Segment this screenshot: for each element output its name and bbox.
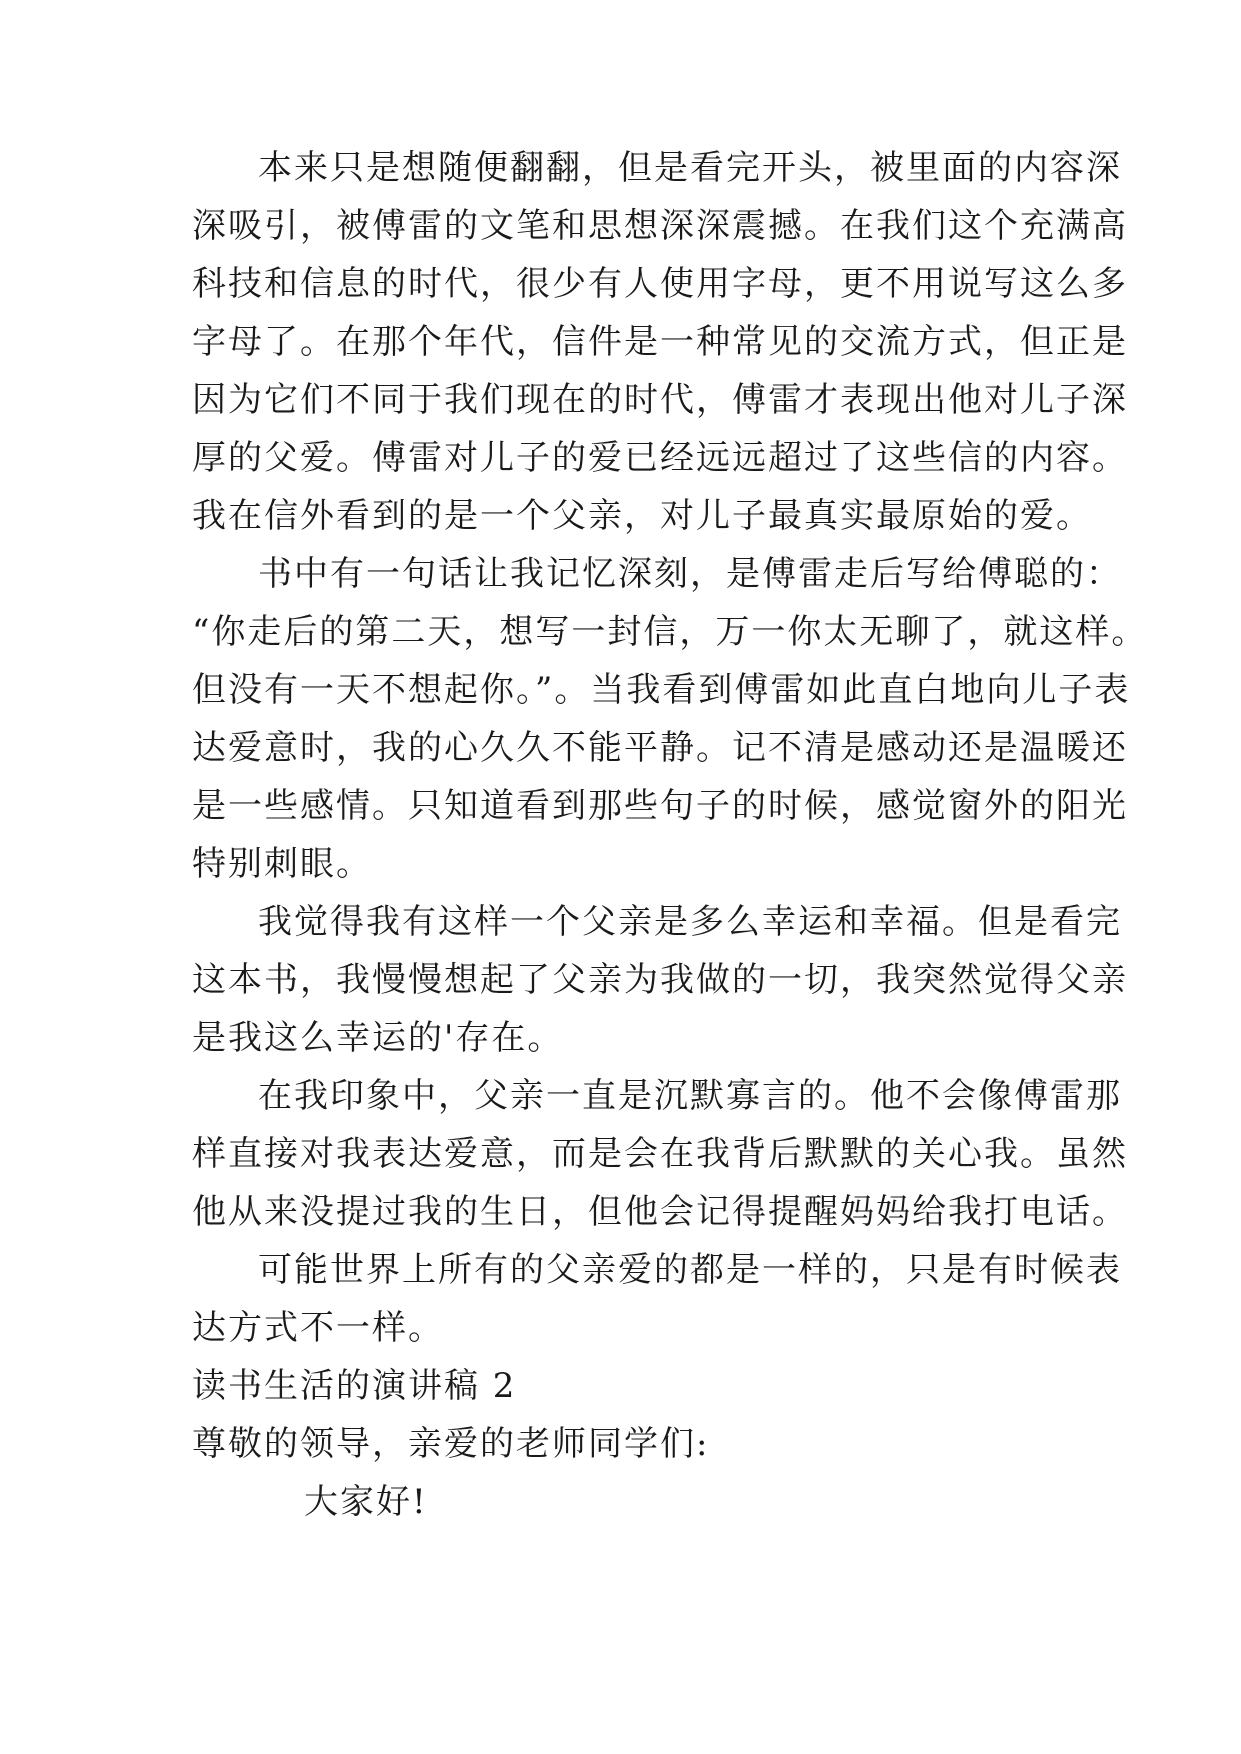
- paragraph-4-line-1: 在我印象中，父亲一直是沉默寡言的。他不会像傅雷那: [258, 1076, 1122, 1116]
- paragraph-1-line-2: 深吸引，被傅雷的文笔和思想深深震撼。在我们这个充满高: [192, 206, 1128, 246]
- paragraph-1-line-1: 本来只是想随便翻翻，但是看完开头，被里面的内容深: [258, 148, 1122, 188]
- paragraph-5-line-2: 达方式不一样。: [192, 1308, 444, 1348]
- paragraph-2-line-4: 达爱意时，我的心久久不能平静。记不清是感动还是温暖还: [192, 728, 1128, 768]
- paragraph-4-line-3: 他从来没提过我的生日，但他会记得提醒妈妈给我打电话。: [192, 1192, 1128, 1232]
- greeting: 大家好!: [304, 1482, 428, 1522]
- paragraph-1-line-3: 科技和信息的时代，很少有人使用字母，更不用说写这么多: [192, 264, 1128, 304]
- salutation: 尊敬的领导，亲爱的老师同学们:: [192, 1424, 710, 1464]
- paragraph-5-line-1: 可能世界上所有的父亲爱的都是一样的，只是有时候表: [258, 1250, 1122, 1290]
- paragraph-2-line-1: 书中有一句话让我记忆深刻，是傅雷走后写给傅聪的：: [258, 554, 1122, 594]
- paragraph-1-line-5: 因为它们不同于我们现在的时代，傅雷才表现出他对儿子深: [192, 380, 1128, 420]
- paragraph-2-line-6: 特别刺眼。: [192, 844, 372, 884]
- section-heading: 读书生活的演讲稿 2: [192, 1366, 517, 1406]
- paragraph-2-line-3: 但没有一天不想起你。”。当我看到傅雷如此直白地向儿子表: [192, 670, 1131, 710]
- paragraph-4-line-2: 样直接对我表达爱意，而是会在我背后默默的关心我。虽然: [192, 1134, 1128, 1174]
- paragraph-3-line-3: 是我这么幸运的'存在。: [192, 1018, 564, 1058]
- paragraph-1-line-7: 我在信外看到的是一个父亲，对儿子最真实最原始的爱。: [192, 496, 1092, 536]
- paragraph-1-line-4: 字母了。在那个年代，信件是一种常见的交流方式，但正是: [192, 322, 1128, 362]
- paragraph-2-line-5: 是一些感情。只知道看到那些句子的时候，感觉窗外的阳光: [192, 786, 1128, 826]
- paragraph-3-line-1: 我觉得我有这样一个父亲是多么幸运和幸福。但是看完: [258, 902, 1122, 942]
- paragraph-3-line-2: 这本书，我慢慢想起了父亲为我做的一切，我突然觉得父亲: [192, 960, 1128, 1000]
- paragraph-2-line-2: “你走后的第二天，想写一封信，万一你太无聊了，就这样。: [192, 612, 1148, 652]
- paragraph-1-line-6: 厚的父爱。傅雷对儿子的爱已经远远超过了这些信的内容。: [192, 438, 1128, 478]
